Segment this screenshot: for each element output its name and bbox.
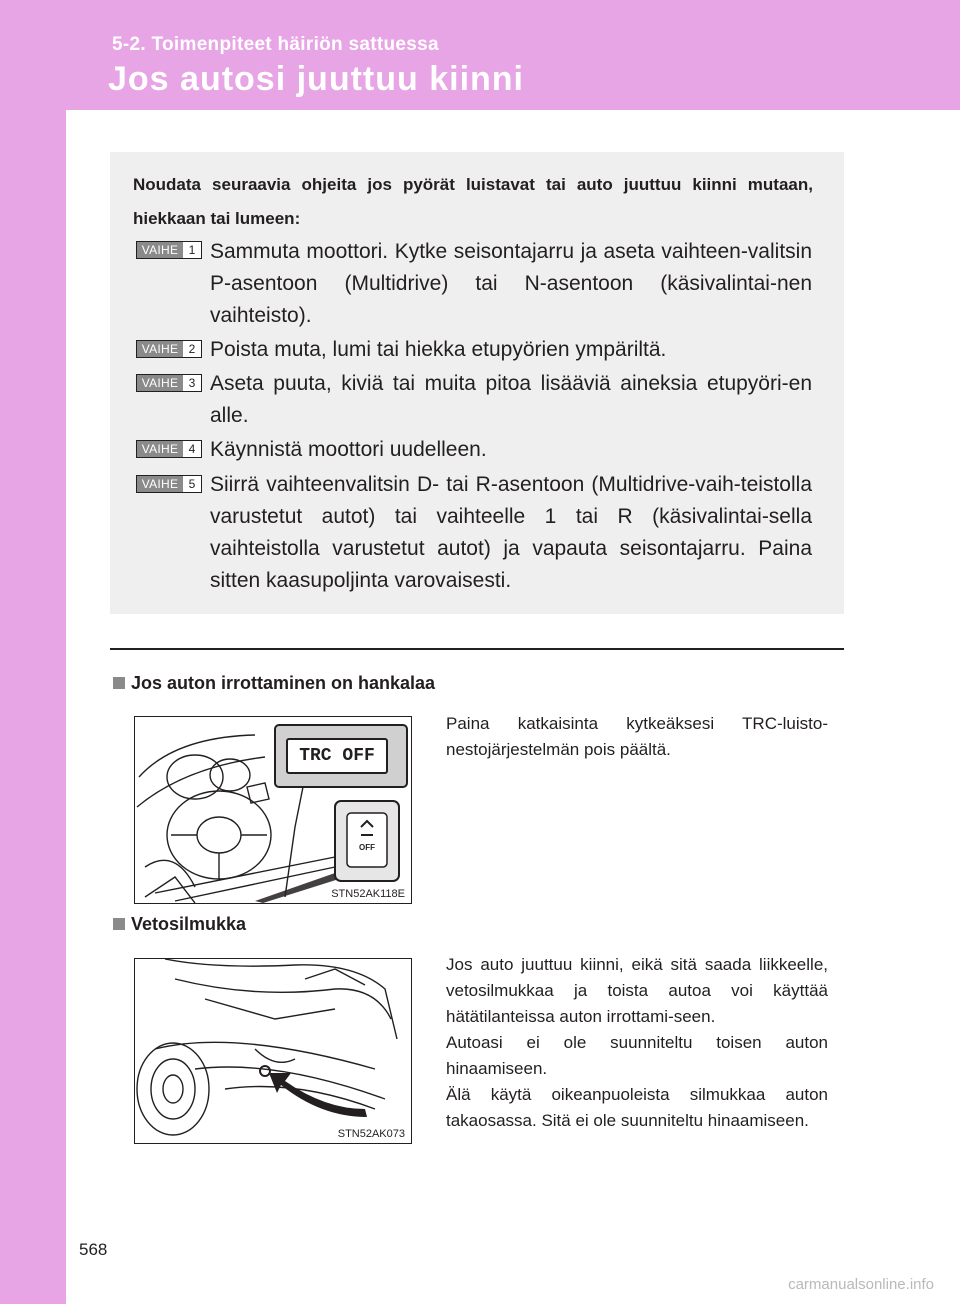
subheading-trc (113, 673, 435, 694)
towing-eyelet-illustration (134, 958, 412, 1144)
towing-eyelet-description: Jos auto juuttuu kiinni, eikä sitä saada liikkeelle, vetosilmukkaa ja toista autoa voi käyttää hätätilanteissa auton irrottami-seen. Autoasi ei ole suunniteltu toisen auton hinaamiseen. Älä käytä oikeanpuoleista silmukkaa auton takaosassa. Sitä ei ole suunniteltu hinaamiseen. (446, 955, 828, 1130)
step-text-5: Siirrä vaihteenvalitsin D- tai R-asentoon (Multidrive-vaih-teistolla varustetut autot) tai vaihteelle 1 tai R (käsivalintai-sella vaihteistolla varustetut autot) ja vapauta seisontajarru. Paina sitten kaasupoljinta varovaisesti. (210, 473, 812, 592)
step-badge-number: 1 (188, 243, 196, 257)
step-badge-number: 5 (188, 477, 196, 491)
trc-off-display: TRC OFF (299, 746, 375, 766)
step-badge-2 (136, 340, 202, 358)
step-text-1: Sammuta moottori. Kytke seisontajarru ja aseta vaihteen-valitsin P-asentoon (Multidrive) tai N-asentoon (käsivalintai-nen vaihteisto). (210, 240, 812, 327)
subheading-text: Jos auton irrottaminen on hankalaa (131, 673, 436, 693)
step-badge-1 (136, 241, 202, 259)
step-text-3: Aseta puuta, kiviä tai muita pitoa lisääviä aineksia etupyöri-en alle. (210, 372, 812, 427)
page-title: Jos autosi juuttuu kiinni (108, 60, 524, 98)
step-badge-4 (136, 440, 202, 458)
subheading-text: Vetosilmukka (131, 914, 247, 934)
trc-button-label: OFF (359, 843, 375, 852)
step-badge-label: VAIHE (137, 441, 183, 457)
watermark: carmanualsonline.info (788, 1276, 934, 1293)
intro-text: Noudata seuraavia ohjeita jos pyörät luistavat tai auto juuttuu kiinni mutaan, hiekkaan tai lumeen: (133, 175, 813, 228)
figure-code: STN52AK073 (337, 1128, 405, 1140)
step-badge-number: 4 (188, 442, 196, 456)
step-badge-label: VAIHE (137, 341, 183, 357)
car-underside-drawing (135, 959, 411, 1143)
trc-switch-illustration (134, 716, 412, 904)
square-bullet-icon (113, 677, 125, 689)
step-text-2: Poista muta, lumi tai hiekka etupyörien ympäriltä. (210, 338, 667, 361)
step-text-4: Käynnistä moottori uudelleen. (210, 438, 487, 461)
step-badge-label: VAIHE (137, 476, 183, 492)
trc-description: Paina katkaisinta kytkeäksesi TRC-luisto-nestojärjestelmän pois päältä. (446, 714, 828, 759)
step-badge-3 (136, 374, 202, 392)
figure-code: STN52AK118E (331, 888, 405, 900)
page-number: 568 (79, 1240, 108, 1259)
step-badge-5 (136, 475, 202, 493)
step-badge-label: VAIHE (137, 242, 183, 258)
square-bullet-icon (113, 918, 125, 930)
side-strip (0, 110, 66, 1304)
step-badge-number: 2 (188, 342, 196, 356)
page-header (0, 0, 960, 110)
section-label: 5-2. Toimenpiteet häiriön sattuessa (112, 34, 439, 55)
subheading-towing-eyelet (113, 914, 246, 935)
step-badge-label: VAIHE (137, 375, 183, 391)
divider (110, 648, 844, 650)
step-badge-number: 3 (188, 376, 196, 390)
